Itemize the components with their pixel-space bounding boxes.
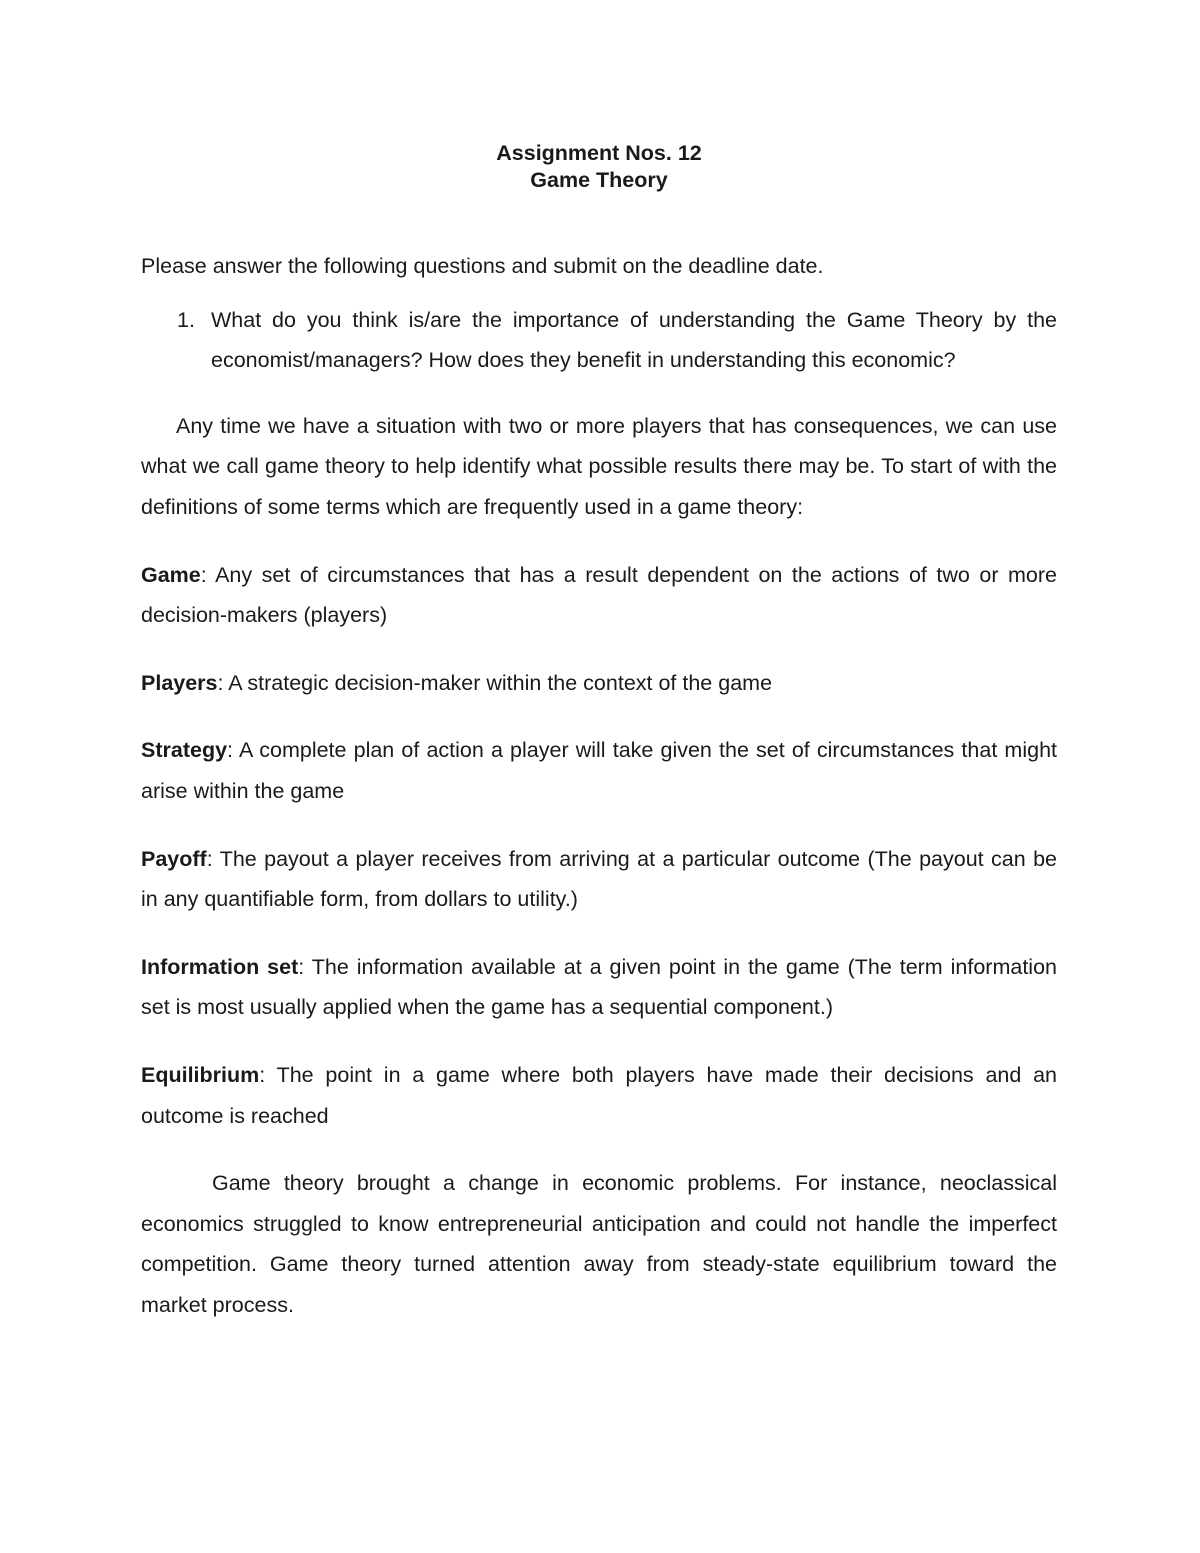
term-definition: : The information available at a given point in the game (The term information set is most usually applied when the game has a sequential component.) bbox=[141, 954, 1057, 1020]
definition-payoff bbox=[141, 839, 1057, 920]
definition-game bbox=[141, 555, 1057, 636]
definition-strategy bbox=[141, 730, 1057, 811]
document-subtitle: Game Theory bbox=[530, 168, 668, 192]
closing-paragraph: Game theory brought a change in economic problems. For instance, neoclassical economics struggled to know entrepreneurial anticipation and could not handle the imperfect competition. Game theory turned attention away from steady-state equilibrium toward the market process. bbox=[141, 1171, 1057, 1317]
term-label: Equilibrium bbox=[141, 1062, 260, 1087]
question-text: What do you think is/are the importance of understanding the Game Theory by the economist/managers? How does they benefit in understanding this economic? bbox=[211, 307, 1057, 373]
term-label: Payoff bbox=[141, 846, 207, 871]
term-label: Information set bbox=[141, 954, 299, 979]
intro-paragraph: Any time we have a situation with two or more players that has consequences, we can use what we call game theory to help identify what possible results there may be. To start of with the definitions of some terms which are frequently used in a game theory: bbox=[141, 413, 1057, 519]
term-definition: : The payout a player receives from arriving at a particular outcome (The payout can be in any quantifiable form, from dollars to utility.) bbox=[141, 846, 1057, 912]
document-title: Assignment Nos. 12 bbox=[496, 141, 702, 165]
definition-equilibrium bbox=[141, 1055, 1057, 1136]
definition-players bbox=[141, 663, 1057, 704]
term-label: Game bbox=[141, 562, 201, 587]
definition-information-set bbox=[141, 947, 1057, 1028]
question-item bbox=[141, 300, 1057, 381]
term-definition: : A complete plan of action a player will take given the set of circumstances that might arise within the game bbox=[141, 738, 1057, 803]
term-label: Players bbox=[141, 670, 218, 695]
document-page bbox=[141, 140, 1057, 1325]
title-block bbox=[141, 140, 1057, 194]
term-definition: : The point in a game where both players have made their decisions and an outcome is reached bbox=[141, 1062, 1057, 1128]
instructions-text: Please answer the following questions and submit on the deadline date. bbox=[141, 254, 824, 278]
question-number: 1. bbox=[177, 307, 195, 332]
term-definition: : Any set of circumstances that has a result dependent on the actions of two or more decision-makers (players) bbox=[141, 562, 1057, 628]
term-definition: : A strategic decision-maker within the context of the game bbox=[217, 670, 773, 695]
term-label: Strategy bbox=[141, 738, 228, 763]
